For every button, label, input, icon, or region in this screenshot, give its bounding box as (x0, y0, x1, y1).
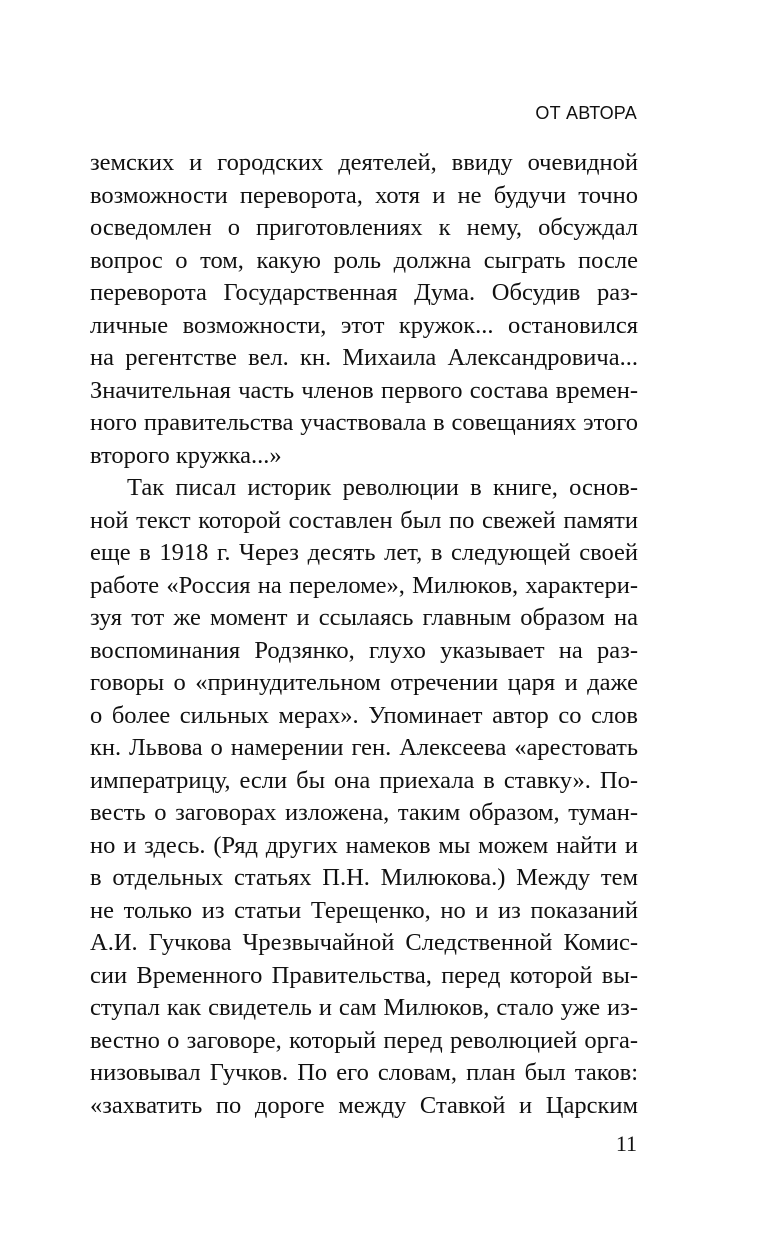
text-line: весть о заговорах изложена, таким образом, туман- (90, 799, 638, 826)
text-line: второго кружка...» (90, 441, 282, 469)
text-line: зуя тот же момент и ссылаясь главным образом на (90, 604, 638, 631)
text-line: работе «Россия на переломе», Милюков, характери- (90, 571, 638, 599)
text-line: о более сильных мерах». Упоминает автор со слов (90, 701, 638, 729)
text-line: А.И. Гучкова Чрезвычайной Следственной Комис- (90, 929, 638, 956)
text-line: говоры о «принудительном отречении царя и даже (90, 669, 638, 696)
text-line: вестно о заговоре, который перед революцией орга- (90, 1026, 638, 1054)
text-line: осведомлен о приготовлениях к нему, обсуждал (90, 214, 638, 241)
text-line: сии Временного Правительства, перед которой вы- (90, 961, 638, 989)
text-line: «захватить по дороге между Ставкой и Царским (90, 1091, 638, 1119)
text-line: еще в 1918 г. Через десять лет, в следующей своей (90, 539, 638, 566)
text-line: на регентстве вел. кн. Михаила Александровича... (90, 344, 638, 371)
text-line: ступал как свидетель и сам Милюков, стало уже из- (90, 994, 638, 1021)
paragraph-1 (90, 147, 638, 472)
text-line: императрицу, если бы она приехала в ставку». По- (90, 766, 638, 794)
text-line: земских и городских деятелей, ввиду очевидной (90, 149, 638, 176)
text-line: личные возможности, этот кружок... остановился (90, 311, 638, 339)
text-line: Значительная часть членов первого состава времен- (90, 376, 638, 404)
text-line: ной текст которой составлен был по свежей памяти (90, 506, 638, 534)
text-line: Так писал историк революции в книге, основ- (127, 474, 638, 501)
text-line: вопрос о том, какую роль должна сыграть после (90, 246, 638, 274)
text-line: ного правительства участвовала в совещаниях этого (90, 409, 638, 436)
text-line: воспоминания Родзянко, глухо указывает на раз- (90, 636, 638, 664)
page-number: 11 (615, 1131, 637, 1156)
text-line: возможности переворота, хотя и не будучи точно (90, 181, 638, 209)
text-line: кн. Львова о намерении ген. Алексеева «арестовать (90, 734, 638, 761)
text-line: не только из статьи Терещенко, но и из показаний (90, 896, 638, 924)
text-line: в отдельных статьях П.Н. Милюкова.) Между тем (90, 864, 638, 891)
running-head: ОТ АВТОРА (535, 103, 637, 123)
text-line: переворота Государственная Дума. Обсудив раз- (90, 279, 638, 306)
text-line: но и здесь. (Ряд других намеков мы можем найти и (90, 831, 638, 859)
body-text (90, 147, 638, 1122)
paragraph-2 (90, 472, 638, 1122)
text-line: низовывал Гучков. По его словам, план был таков: (90, 1059, 638, 1086)
